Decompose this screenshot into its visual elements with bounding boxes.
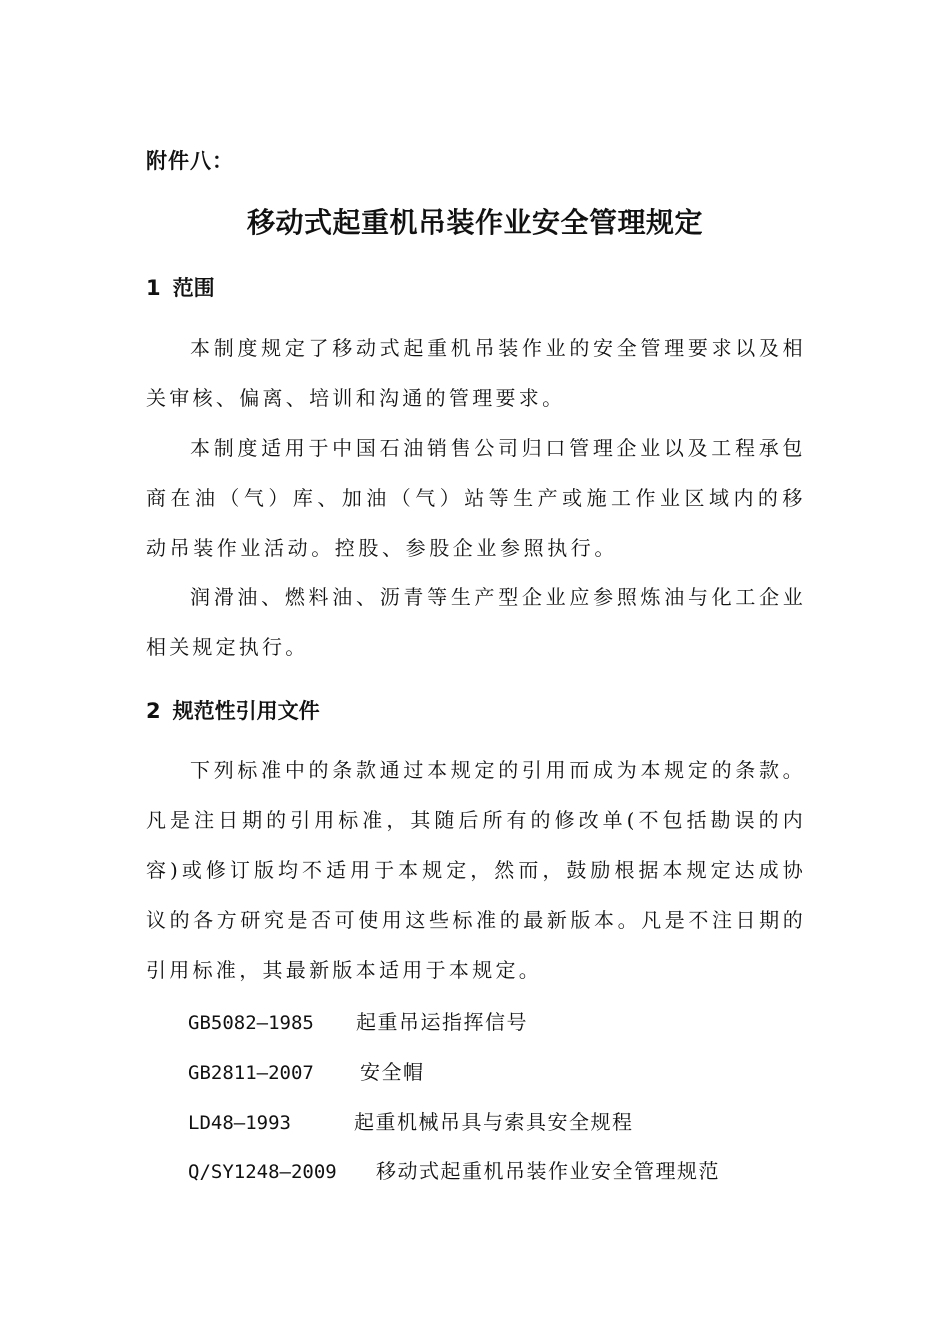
reference-name: 起重机械吊具与索具安全规程 <box>354 1110 634 1134</box>
reference-item <box>188 1056 425 1085</box>
paragraph: 本制度规定了移动式起重机吊装作业的安全管理要求以及相关审核、偏离、培训和沟通的管理要求。 <box>146 336 806 410</box>
section-number: 1 <box>146 276 161 300</box>
reference-item <box>188 1155 720 1184</box>
section-1-heading <box>146 272 215 302</box>
section-title: 范围 <box>172 276 215 300</box>
paragraph: 下列标准中的条款通过本规定的引用而成为本规定的条款。凡是注日期的引用标准，其随后所有的修改单(不包括勘误的内容)或修订版均不适用于本规定，然而，鼓励根据本规定达成协议的各方研究是否可使用这些标准的最新版本。凡是不注日期的引用标准，其最新版本适用于本规定。 <box>146 758 806 982</box>
paragraph: 本制度适用于中国石油销售公司归口管理企业以及工程承包商在油（气）库、加油（气）站等生产或施工作业区域内的移动吊装作业活动。控股、参股企业参照执行。 <box>146 436 806 560</box>
section-2-heading <box>146 695 320 725</box>
reference-code: Q/SY1248—2009 <box>188 1161 337 1183</box>
reference-name: 移动式起重机吊装作业安全管理规范 <box>376 1159 720 1183</box>
document-title: 移动式起重机吊装作业安全管理规定 <box>246 206 703 239</box>
reference-item <box>188 1106 634 1135</box>
attachment-label: 附件八： <box>146 149 234 173</box>
paragraph: 润滑油、燃料油、沥青等生产型企业应参照炼油与化工企业相关规定执行。 <box>146 585 806 659</box>
section-number: 2 <box>146 699 161 723</box>
reference-code: GB2811—2007 <box>188 1062 314 1084</box>
reference-name: 安全帽 <box>360 1060 425 1084</box>
reference-code: GB5082—1985 <box>188 1012 314 1034</box>
reference-code: LD48—1993 <box>188 1112 291 1134</box>
reference-item <box>188 1006 528 1035</box>
reference-name: 起重吊运指挥信号 <box>356 1010 528 1034</box>
section-title: 规范性引用文件 <box>172 699 320 723</box>
